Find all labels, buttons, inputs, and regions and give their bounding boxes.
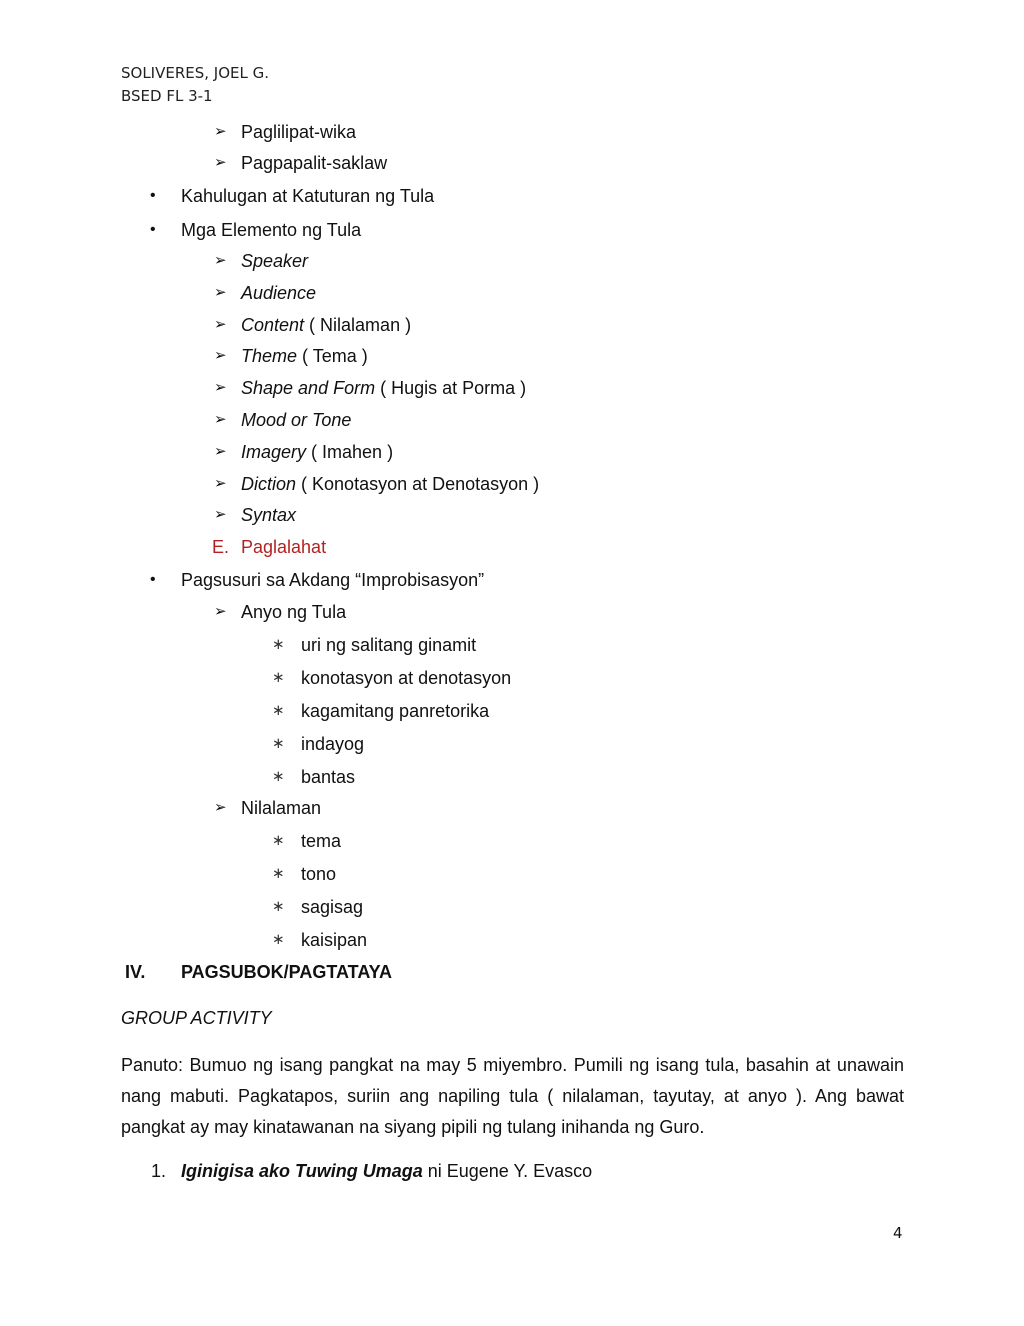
list-item: Mga Elemento ng Tula bbox=[181, 220, 362, 240]
arrow-bullet-icon: ➢ bbox=[214, 506, 227, 523]
arrow-bullet-icon: ➢ bbox=[214, 284, 227, 301]
poem-author: ni Eugene Y. Evasco bbox=[422, 1161, 593, 1181]
asterisk-bullet-icon: ∗ bbox=[272, 636, 285, 653]
arrow-bullet-icon: ➢ bbox=[214, 443, 227, 460]
list-item: kagamitang panretorika bbox=[301, 701, 490, 721]
list-item: Kahulugan at Katuturan ng Tula bbox=[181, 186, 435, 206]
list-item bbox=[241, 473, 539, 495]
instructions-paragraph: Panuto: Bumuo ng isang pangkat na may 5 miyembro. Pumili ng isang tula, basahin at unawain nang mabuti. Pagkatapos, suriin ang napiling tula ( nilalaman, tayutay, at anyo ). Ang bawat pangkat ay may kinatawanan na siyang pipili ng tulang inihanda ng Guro. bbox=[121, 1055, 904, 1137]
element-term: Content bbox=[241, 315, 305, 335]
element-gloss: ( Tema ) bbox=[297, 346, 368, 366]
element-term: Mood or Tone bbox=[241, 410, 352, 430]
element-term: Theme bbox=[241, 346, 298, 366]
list-item: Paglilipat-wika bbox=[241, 122, 357, 142]
element-gloss: ( Nilalaman ) bbox=[304, 315, 412, 335]
list-item bbox=[241, 345, 368, 367]
arrow-bullet-icon: ➢ bbox=[214, 603, 227, 620]
activity-title: GROUP ACTIVITY bbox=[121, 1008, 272, 1028]
arrow-bullet-icon: ➢ bbox=[214, 475, 227, 492]
list-item bbox=[241, 441, 393, 463]
list-item: konotasyon at denotasyon bbox=[301, 668, 512, 688]
page-number: 4 bbox=[893, 1224, 903, 1242]
arrow-bullet-icon: ➢ bbox=[214, 347, 227, 364]
arrow-bullet-icon: ➢ bbox=[214, 379, 227, 396]
element-term: Speaker bbox=[241, 251, 309, 271]
list-item bbox=[241, 504, 296, 526]
asterisk-bullet-icon: ∗ bbox=[272, 702, 285, 719]
section-number: IV. bbox=[125, 962, 146, 982]
asterisk-bullet-icon: ∗ bbox=[272, 669, 285, 686]
list-item: uri ng salitang ginamit bbox=[301, 635, 477, 655]
poem-title: Iginigisa ako Tuwing Umaga bbox=[181, 1161, 423, 1181]
list-item: sagisag bbox=[301, 897, 364, 917]
asterisk-bullet-icon: ∗ bbox=[272, 735, 285, 752]
list-number: 1. bbox=[151, 1161, 167, 1181]
list-item: Nilalaman bbox=[241, 798, 322, 818]
arrow-bullet-icon: ➢ bbox=[214, 411, 227, 428]
bullet-dot-icon: • bbox=[150, 187, 156, 204]
list-letter: E. bbox=[212, 537, 230, 557]
element-term: Imagery bbox=[241, 442, 307, 462]
asterisk-bullet-icon: ∗ bbox=[272, 931, 285, 948]
header-course: BSED FL 3-1 bbox=[121, 87, 213, 105]
asterisk-bullet-icon: ∗ bbox=[272, 832, 285, 849]
arrow-bullet-icon: ➢ bbox=[214, 252, 227, 269]
bullet-dot-icon: • bbox=[150, 221, 156, 238]
header-name: SOLIVERES, JOEL G. bbox=[121, 64, 270, 82]
element-term: Syntax bbox=[241, 505, 297, 525]
section-title: PAGSUBOK/PAGTATAYA bbox=[181, 962, 393, 982]
list-item: tema bbox=[301, 831, 342, 851]
list-item bbox=[241, 314, 411, 336]
arrow-bullet-icon: ➢ bbox=[214, 316, 227, 333]
list-item: Pagpapalit-saklaw bbox=[241, 153, 388, 173]
element-term: Shape and Form bbox=[241, 378, 376, 398]
list-item bbox=[241, 250, 308, 272]
list-item bbox=[241, 409, 351, 431]
bullet-dot-icon: • bbox=[150, 571, 156, 588]
element-gloss: ( Imahen ) bbox=[306, 442, 394, 462]
list-item: Paglalahat bbox=[241, 537, 327, 557]
arrow-bullet-icon: ➢ bbox=[214, 799, 227, 816]
element-gloss: ( Hugis at Porma ) bbox=[375, 378, 527, 398]
list-item: tono bbox=[301, 864, 337, 884]
list-item: bantas bbox=[301, 767, 356, 787]
list-item: Anyo ng Tula bbox=[241, 602, 347, 622]
list-item: kaisipan bbox=[301, 930, 368, 950]
list-item bbox=[241, 377, 526, 399]
element-gloss: ( Konotasyon at Denotasyon ) bbox=[296, 474, 540, 494]
element-term: Diction bbox=[241, 474, 297, 494]
asterisk-bullet-icon: ∗ bbox=[272, 768, 285, 785]
element-term: Audience bbox=[241, 283, 317, 303]
asterisk-bullet-icon: ∗ bbox=[272, 865, 285, 882]
list-item: Pagsusuri sa Akdang “Improbisasyon” bbox=[181, 570, 485, 590]
numbered-item bbox=[181, 1160, 592, 1182]
asterisk-bullet-icon: ∗ bbox=[272, 898, 285, 915]
list-item: indayog bbox=[301, 734, 365, 754]
arrow-bullet-icon: ➢ bbox=[214, 123, 227, 140]
arrow-bullet-icon: ➢ bbox=[214, 154, 227, 171]
list-item bbox=[241, 282, 316, 304]
